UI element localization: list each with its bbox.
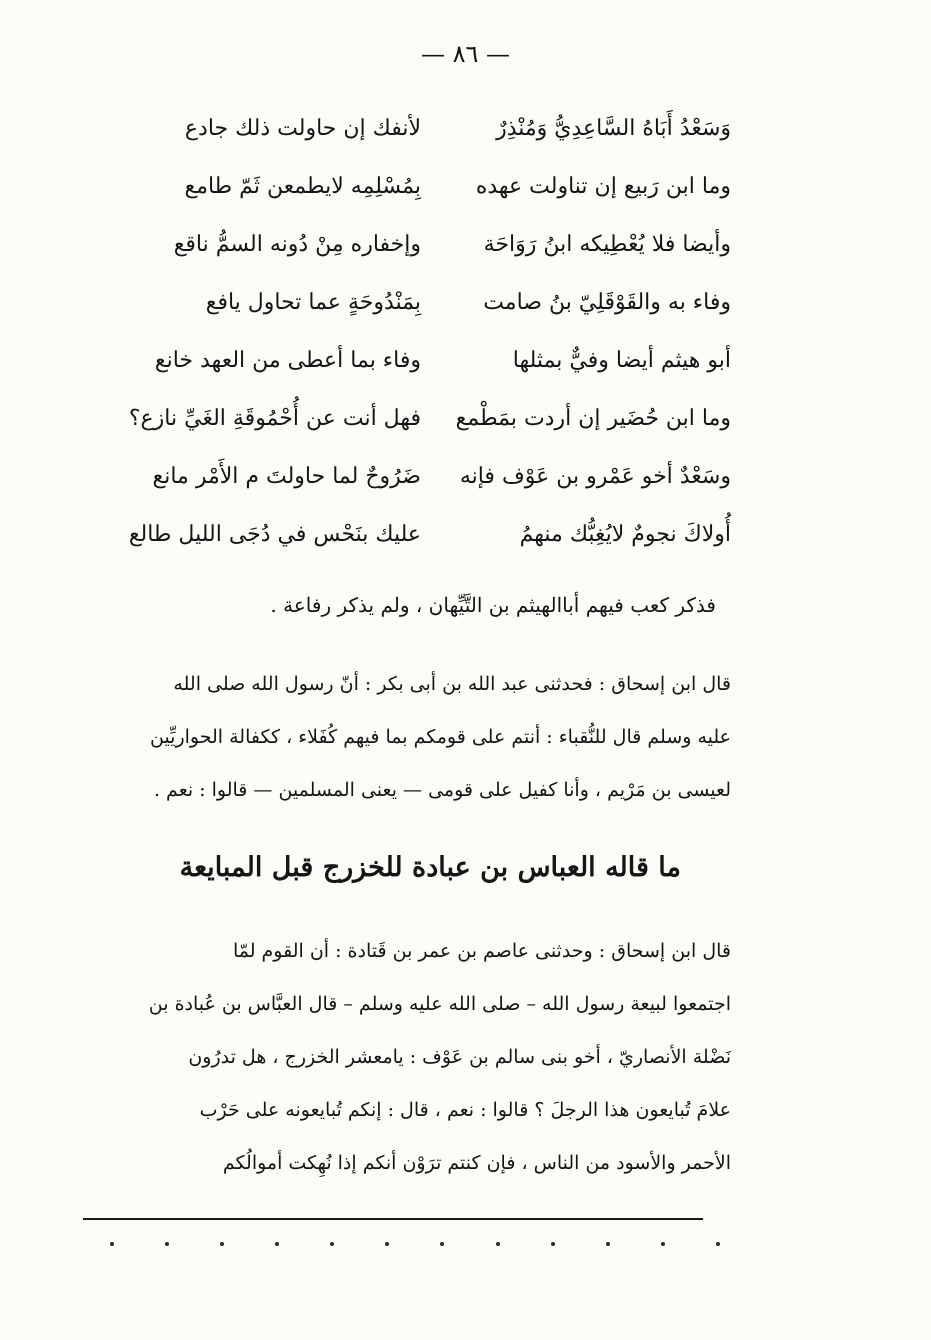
verse-first-hemistich: وأيضا فلا يُعْطِيكه ابنُ رَوَاحَة (483, 232, 731, 257)
verse-first-hemistich: وما ابن رَبيع إن تناولت عهده (475, 174, 731, 199)
page-number: — ٨٦ — (420, 40, 511, 68)
section-heading: ما قاله العباس بن عبادة للخزرج قبل المبايعة (179, 852, 681, 883)
footer-dot-row (110, 1238, 720, 1252)
footer-dot (275, 1242, 279, 1246)
footer-dot (606, 1242, 610, 1246)
footer-dot (110, 1242, 114, 1246)
verse-second-hemistich: وإخفاره مِنْ دُونه السمُّ ناقع (173, 232, 421, 257)
poem-verse (131, 274, 731, 332)
paragraph-line: علامَ تُبايعون هذا الرجلَ ؟ قالوا : نعم ، قال : إنكم تُبايعونه على حَرْب (199, 1099, 731, 1121)
footnote-rule (83, 1218, 703, 1220)
poem-verse (131, 158, 731, 216)
verse-first-hemistich: وسَعْدٌ أخو عَمْرو بن عَوْف فإنه (459, 464, 731, 489)
poem (128, 100, 731, 564)
paragraph-line: نَضْلة الأنصاريّ ، أخو بنى سالم بن عَوْف : يامعشر الخزرج ، هل تدرُون (188, 1046, 731, 1068)
verse-second-hemistich: عليك بنَحْس في دُجَى الليل طالع (128, 522, 421, 547)
footer-dot (496, 1242, 500, 1246)
verse-second-hemistich: بِمُسْلِمِه لايطمعن ثَمّ طامع (184, 174, 421, 199)
verse-first-hemistich: أُولاكَ نجومٌ لايُغِبُّك منهمُ (519, 522, 731, 547)
verse-first-hemistich: وَسَعْدُ أَبَاهُ السَّاعِدِيُّ وَمُنْذِرٌ (496, 116, 731, 141)
footer-dot (385, 1242, 389, 1246)
paragraph-line: قال ابن إسحاق : فحدثنى عبد الله بن أبى بكر : أنّ رسول الله صلى الله (173, 673, 731, 695)
poem-verse (131, 332, 731, 390)
poem-verse (131, 448, 731, 506)
footer-dot (661, 1242, 665, 1246)
poem-note: فذكر كعب فيهم أباالهيثم بن التَّيِّهان ، ولم يذكر رفاعة . (270, 593, 716, 617)
poem-verse (131, 216, 731, 274)
verse-second-hemistich: وفاء بما أعطى من العهد خانع (154, 348, 421, 373)
footer-dot (551, 1242, 555, 1246)
verse-first-hemistich: وفاء به والقَوْقَلِيّ بنُ صامت (483, 290, 731, 315)
verse-second-hemistich: فهل أنت عن أُحْمُوقَةِ الغَيِّ نازع؟ (128, 406, 421, 431)
verse-first-hemistich: وما ابن حُضَير إن أردت بمَطْمع (455, 406, 731, 431)
poem-verse (131, 100, 731, 158)
paragraph-line: لعيسى بن مَرْيم ، وأنا كفيل على قومى — يعنى المسلمين — قالوا : نعم . (153, 779, 731, 801)
footer-dot (330, 1242, 334, 1246)
footer-dot (220, 1242, 224, 1246)
paragraph-line: الأحمر والأسود من الناس ، فإن كنتم ترَوْن أنكم إذا نُهِكت أموالُكم (222, 1152, 731, 1174)
paragraph-line: قال ابن إسحاق : وحدثنى عاصم بن عمر بن قَتادة : أن القوم لمّا (232, 940, 731, 962)
paragraph-line: عليه وسلم قال للنُّقباء : أنتم على قومكم بما فيهم كُفَلاء ، ككفالة الحواريِّين (149, 726, 731, 748)
footer-dot (165, 1242, 169, 1246)
footer-dot (440, 1242, 444, 1246)
poem-verse (128, 506, 731, 564)
paragraph-naqaba (91, 658, 731, 817)
verse-second-hemistich: بِمَنْدُوحَةٍ عما تحاول يافع (205, 290, 421, 315)
poem-verse (128, 390, 731, 448)
verse-second-hemistich: ضَرُوحٌ لما حاولتَ م الأَمْر مانع (152, 464, 421, 489)
verse-first-hemistich: أبو هيثم أيضا وفيٌّ بمثلها (512, 348, 731, 373)
verse-second-hemistich: لأنفك إن حاولت ذلك جادع (184, 116, 421, 141)
paragraph-abbas (91, 925, 731, 1190)
footer-dot (716, 1242, 720, 1246)
paragraph-line: اجتمعوا لبيعة رسول الله – صلى الله عليه وسلم – قال العبَّاس بن عُبادة بن (148, 993, 731, 1015)
